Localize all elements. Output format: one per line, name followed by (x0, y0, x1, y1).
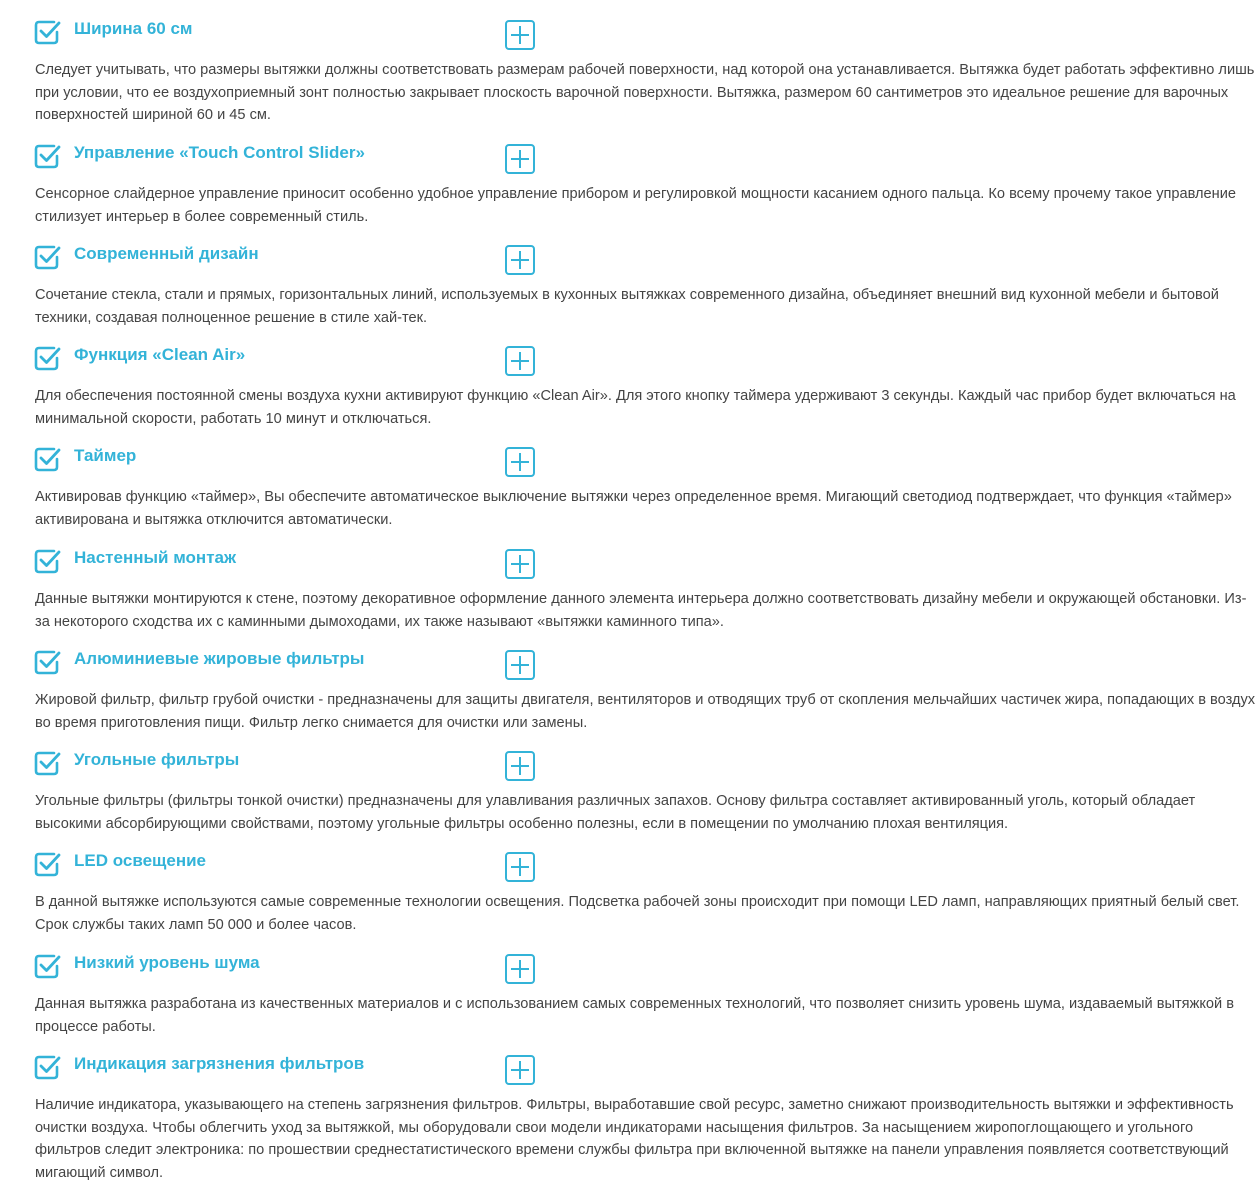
feature-title[interactable]: Алюминиевые жировые фильтры (74, 649, 365, 668)
feature-description: Жировой фильтр, фильтр грубой очистки - предназначены для защиты двигателя, вентиляторов и отводящих труб от скопления мельчайших частичек жира, попадающих в воздух во время приготовления пищи. Фильтр легко снимается для очистки или замены. (35, 692, 1256, 731)
feature-header[interactable] (0, 848, 560, 882)
plus-square-icon[interactable] (504, 345, 536, 377)
feature-header[interactable] (0, 342, 560, 376)
feature-description: Активировав функцию «таймер», Вы обеспечите автоматическое выключение вытяжки через определенное время. Мигающий светодиод подтверждает, что функция «таймер» активирована и вытяжка отключится автоматически. (35, 489, 1232, 528)
feature-description: Угольные фильтры (фильтры тонкой очистки) предназначены для улавливания различных запахов. Основу фильтра составляет активированный уголь, который обладает высокими абсорбирующими свойствами, поэтому угольные фильтры особенно полезны, если в помещении по умолчанию плохая вентиляция. (35, 793, 1196, 832)
feature-description: Сочетание стекла, стали и прямых, горизонтальных линий, используемых в кухонных вытяжках современного дизайна, объединяет внешний вид кухонной мебели и бытовой техники, создавая полноценное решение в стиле хай-тек. (35, 287, 1219, 326)
feature-header[interactable] (0, 140, 560, 174)
checkbox-checked-icon (33, 850, 61, 878)
feature-title[interactable]: Управление «Touch Control Slider» (74, 143, 365, 162)
feature-title[interactable]: Современный дизайн (74, 244, 259, 263)
feature-title[interactable]: Индикация загрязнения фильтров (74, 1054, 365, 1073)
feature-title[interactable]: Настенный монтаж (74, 548, 237, 567)
checkbox-checked-icon (33, 648, 61, 676)
checkbox-checked-icon (33, 18, 61, 46)
feature-header[interactable] (0, 646, 560, 680)
checkbox-checked-icon (33, 952, 61, 980)
checkbox-checked-icon (33, 1053, 61, 1081)
feature-header[interactable] (0, 241, 560, 275)
feature-title[interactable]: Таймер (74, 446, 137, 465)
feature-title[interactable]: LED освещение (74, 851, 206, 870)
feature-description: Наличие индикатора, указывающего на степень загрязнения фильтров. Фильтры, выработавшие свой ресурс, заметно снижают производительность вытяжки и эффективность очистки воздуха. Чтобы облегчить уход за вытяжкой, мы оборудовали свои модели индикаторами насыщения фильтров. За насыщением жиропоглощающего и угольного фильтров следит электроника: по прошествии среднестатистического времени службы фильтра при включенной вытяжке на панели управления появляется соответствующий мигающий символ. (35, 1097, 1234, 1181)
feature-header[interactable] (0, 545, 560, 579)
feature-header[interactable] (0, 16, 560, 50)
feature-title[interactable]: Функция «Clean Air» (74, 345, 246, 364)
feature-title[interactable]: Ширина 60 см (74, 19, 193, 38)
feature-description: Для обеспечения постоянной смены воздуха кухни активируют функцию «Clean Air». Для этого кнопку таймера удерживают 3 секунды. Каждый час прибор будет включаться на минимальной скорости, работать 10 минут и отключаться. (35, 388, 1236, 427)
plus-square-icon[interactable] (504, 143, 536, 175)
plus-square-icon[interactable] (504, 649, 536, 681)
feature-header[interactable] (0, 747, 560, 781)
feature-title[interactable]: Низкий уровень шума (74, 953, 260, 972)
feature-title[interactable]: Угольные фильтры (74, 750, 240, 769)
feature-description: Данная вытяжка разработана из качественных материалов и с использованием самых современных технологий, что позволяет снизить уровень шума, издаваемый вытяжкой в процессе работы. (35, 996, 1234, 1035)
checkbox-checked-icon (33, 445, 61, 473)
feature-description: Следует учитывать, что размеры вытяжки должны соответствовать размерам рабочей поверхности, над которой она устанавливается. Вытяжка будет работать эффективно лишь при условии, что ее воздухоприемный зонт полностью закрывает плоскость варочной поверхности. Вытяжка, размером 60 сантиметров это идеальное решение для варочных поверхностей шириной 60 и 45 см. (35, 62, 1255, 123)
plus-square-icon[interactable] (504, 1054, 536, 1086)
checkbox-checked-icon (33, 344, 61, 372)
plus-square-icon[interactable] (504, 953, 536, 985)
checkbox-checked-icon (33, 749, 61, 777)
feature-description: В данной вытяжке используются самые современные технологии освещения. Подсветка рабочей зоны происходит при помощи LED ламп, направляющих приятный белый свет. Срок службы таких ламп 50 000 и более часов. (35, 894, 1240, 933)
plus-square-icon[interactable] (504, 750, 536, 782)
checkbox-checked-icon (33, 142, 61, 170)
feature-header[interactable] (0, 443, 560, 477)
plus-square-icon[interactable] (504, 548, 536, 580)
plus-square-icon[interactable] (504, 19, 536, 51)
feature-header[interactable] (0, 1051, 560, 1085)
checkbox-checked-icon (33, 547, 61, 575)
plus-square-icon[interactable] (504, 851, 536, 883)
plus-square-icon[interactable] (504, 244, 536, 276)
feature-description: Сенсорное слайдерное управление приносит особенно удобное управление прибором и регулировкой мощности касанием одного пальца. Ко всему прочему такое управление стилизует интерьер в более современный стиль. (35, 186, 1237, 225)
checkbox-checked-icon (33, 243, 61, 271)
feature-header[interactable] (0, 950, 560, 984)
plus-square-icon[interactable] (504, 446, 536, 478)
feature-description: Данные вытяжки монтируются к стене, поэтому декоративное оформление данного элемента интерьера должно соответствовать дизайну мебели и окружающей обстановки. Из-за некоторого сходства их с каминными дымоходами, их также называют «вытяжки каминного типа». (35, 591, 1247, 630)
